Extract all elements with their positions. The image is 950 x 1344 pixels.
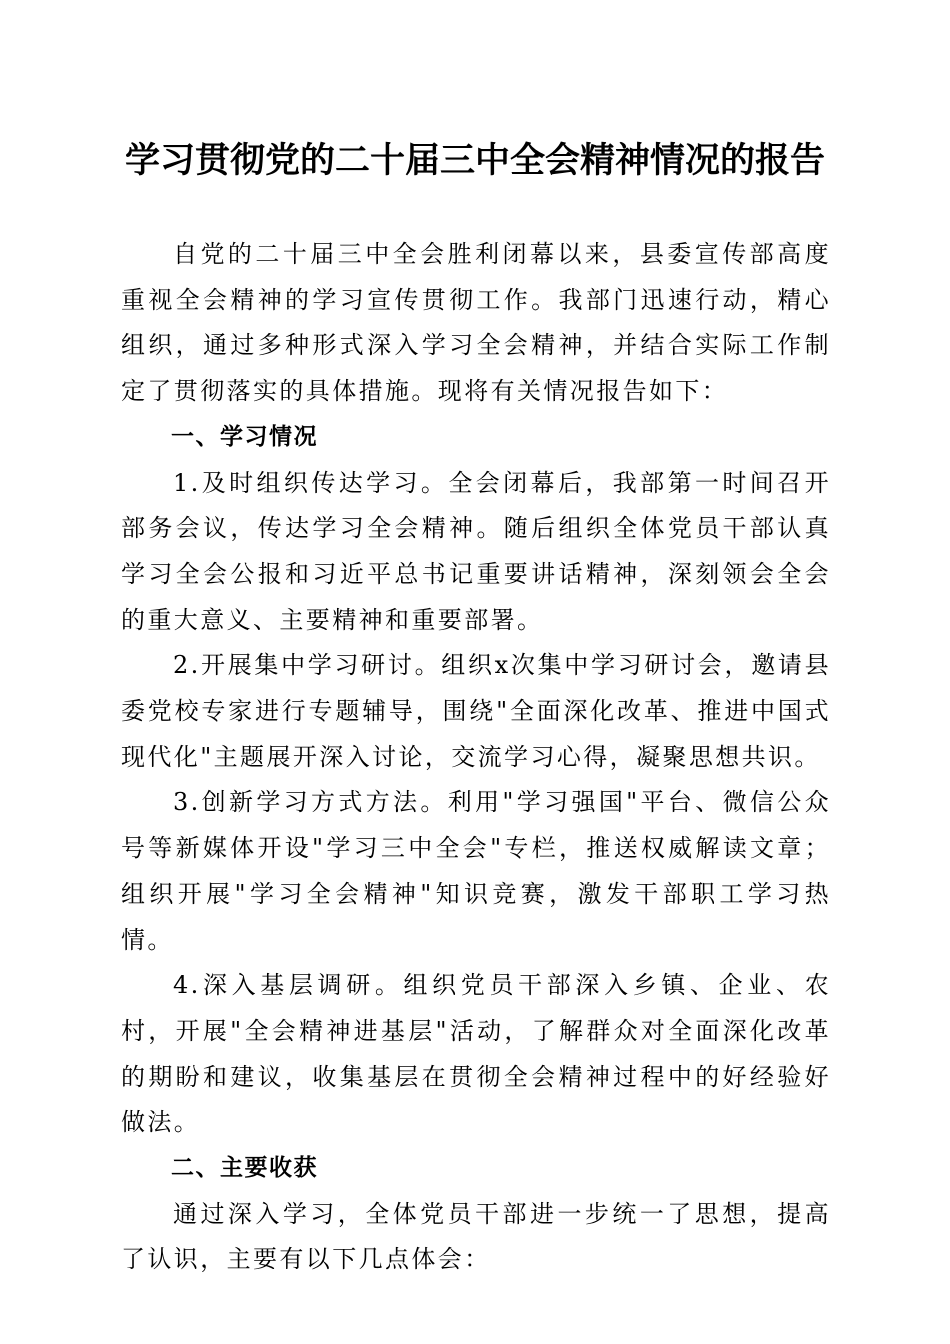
section-heading-study: 一、学习情况	[171, 423, 318, 450]
document-title: 学习贯彻党的二十届三中全会精神情况的报告	[124, 141, 825, 181]
study-item-1: 1.及时组织传达学习。全会闭幕后，我部第一时间召开部务会议，传达学习全会精神。随后组织全体党员干部认真学习全会公报和习近平总书记重要讲话精神，深刻领会全会的重大意义、主要精神和重要部署。	[121, 468, 831, 634]
study-item-3: 3.创新学习方式方法。利用"学习强国"平台、微信公众号等新媒体开设"学习三中全会"专栏，推送权威解读文章；组织开展"学习全会精神"知识竞赛，激发干部职工学习热情。	[121, 788, 831, 954]
intro-paragraph: 自党的二十届三中全会胜利闭幕以来，县委宣传部高度重视全会精神的学习宣传贯彻工作。我部门迅速行动，精心组织，通过多种形式深入学习全会精神，并结合实际工作制定了贯彻落实的具体措施。现将有关情况报告如下：	[121, 240, 831, 406]
gains-intro-paragraph: 通过深入学习，全体党员干部进一步统一了思想，提高了认识，主要有以下几点体会：	[121, 1199, 831, 1274]
section-heading-gains: 二、主要收获	[171, 1155, 318, 1182]
study-item-2: 2.开展集中学习研讨。组织x次集中学习研讨会，邀请县委党校专家进行专题辅导，围绕"全面深化改革、推进中国式现代化"主题展开深入讨论，交流学习心得，凝聚思想共识。	[121, 651, 831, 771]
study-item-4: 4.深入基层调研。组织党员干部深入乡镇、企业、农村，开展"全会精神进基层"活动，了解群众对全面深化改革的期盼和建议，收集基层在贯彻全会精神过程中的好经验好做法。	[121, 971, 831, 1137]
document-body	[121, 232, 831, 1283]
